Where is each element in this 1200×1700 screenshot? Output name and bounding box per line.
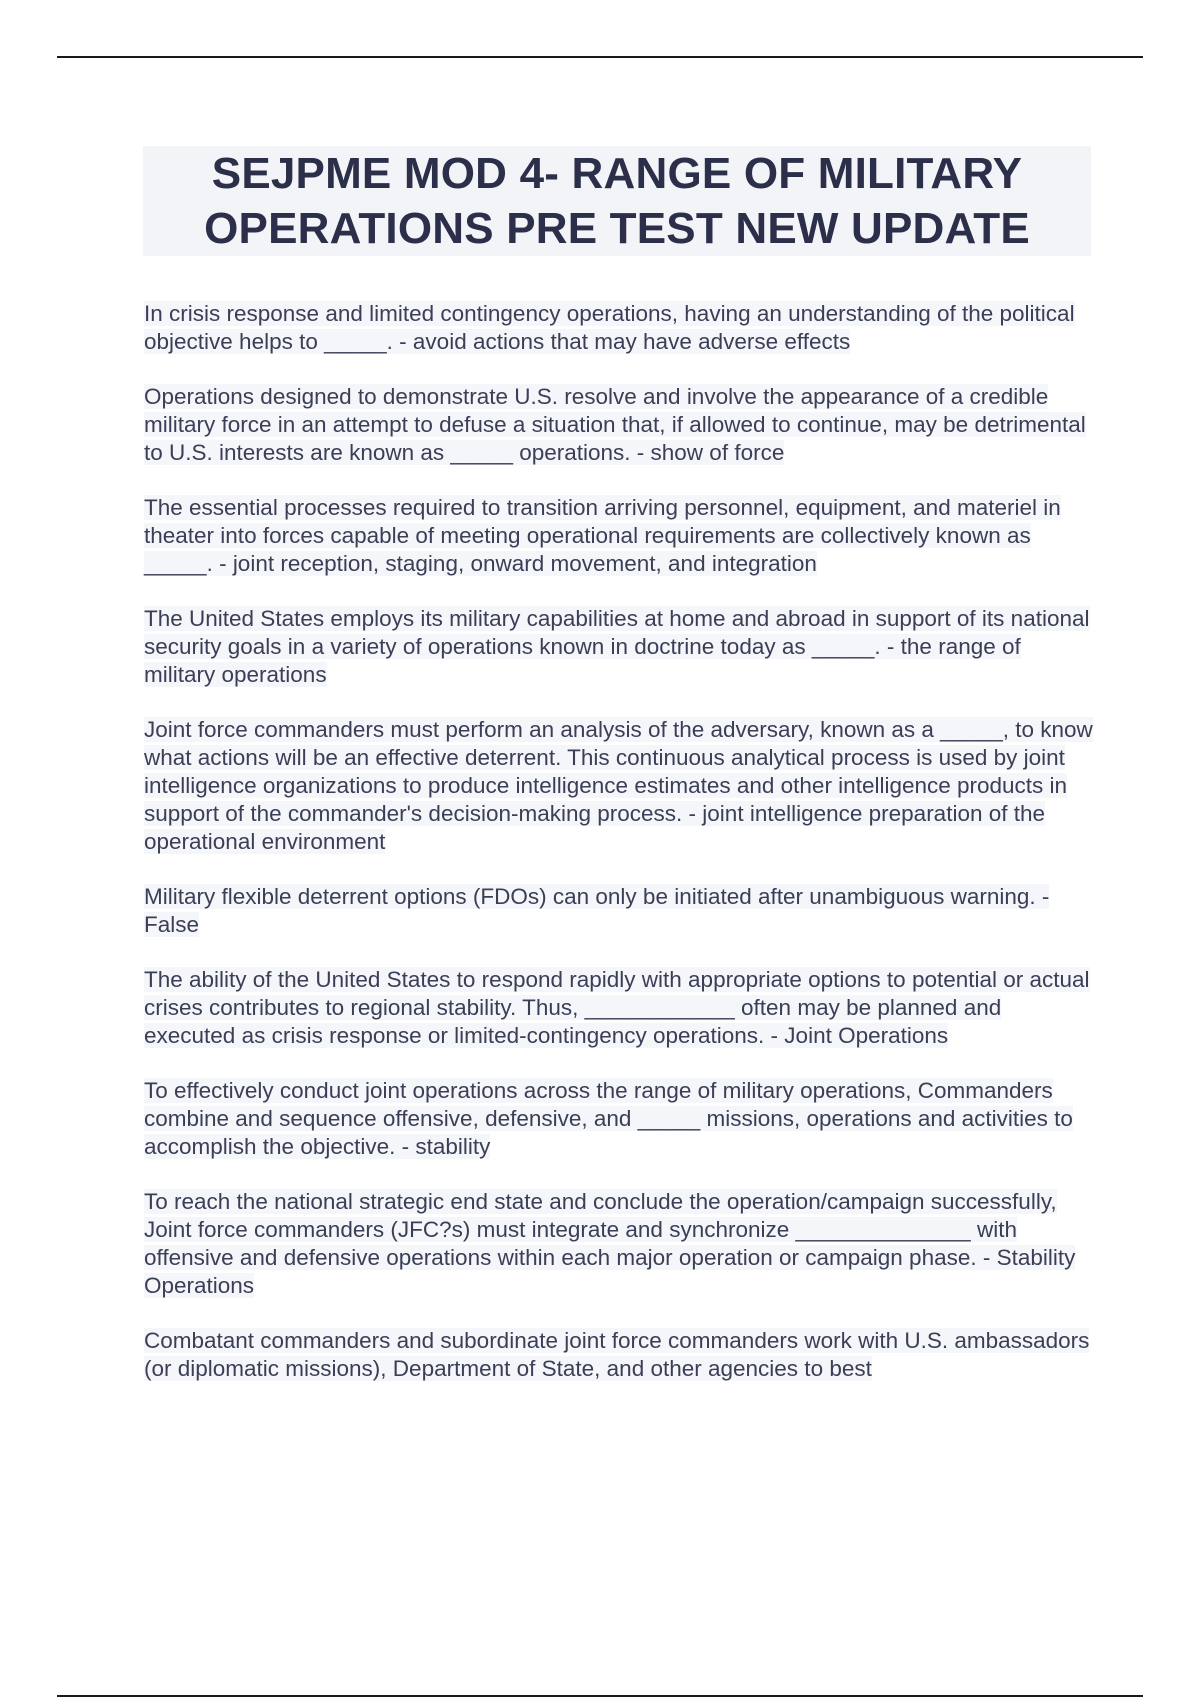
qa-text: Combatant commanders and subordinate joint force commanders work with U.S. ambassadors (or diplomatic missions), Department of State, and other agencies to best bbox=[144, 1328, 1090, 1381]
qa-item bbox=[144, 716, 1094, 856]
bottom-rule bbox=[57, 1695, 1143, 1697]
qa-text: Military flexible deterrent options (FDOs) can only be initiated after unambiguous warning. - False bbox=[144, 884, 1050, 937]
qa-item bbox=[144, 1327, 1094, 1383]
qa-text: To reach the national strategic end state and conclude the operation/campaign successfully, Joint force commanders (JFC?s) must integrate and synchronize ______________ with offensive and defensive operations within each major operation or campaign phase. - Stability Operations bbox=[144, 1189, 1076, 1298]
qa-text: The United States employs its military capabilities at home and abroad in support of its national security goals in a variety of operations known in doctrine today as _____. - the range of military operations bbox=[144, 606, 1090, 687]
qa-text: In crisis response and limited contingency operations, having an understanding of the political objective helps to _____. - avoid actions that may have adverse effects bbox=[144, 301, 1075, 354]
qa-text: Joint force commanders must perform an analysis of the adversary, known as a _____, to know what actions will be an effective deterrent. This continuous analytical process is used by joint intelligence organizations to produce intelligence estimates and other intelligence products in support of the commander's decision-making process. - joint intelligence preparation of the operational environment bbox=[144, 717, 1093, 854]
qa-item bbox=[144, 494, 1094, 578]
qa-text: The essential processes required to transition arriving personnel, equipment, and materiel in theater into forces capable of meeting operational requirements are collectively known as _____. - joint reception, staging, onward movement, and integration bbox=[144, 495, 1061, 576]
top-rule bbox=[57, 56, 1143, 58]
qa-item bbox=[144, 883, 1094, 939]
qa-text: To effectively conduct joint operations across the range of military operations, Commanders combine and sequence offensive, defensive, and _____ missions, operations and activities to accomplish the objective. - stability bbox=[144, 1078, 1073, 1159]
qa-item bbox=[144, 605, 1094, 689]
document-title: SEJPME MOD 4- RANGE OF MILITARY OPERATIONS PRE TEST NEW UPDATE bbox=[204, 149, 1030, 253]
qa-item bbox=[144, 1188, 1094, 1300]
qa-item bbox=[144, 966, 1094, 1050]
qa-item bbox=[144, 1077, 1094, 1161]
qa-text: Operations designed to demonstrate U.S. resolve and involve the appearance of a credible military force in an attempt to defuse a situation that, if allowed to continue, may be detrimental to U.S. interests are known as _____ operations. - show of force bbox=[144, 384, 1086, 465]
question-list bbox=[144, 300, 1094, 1410]
qa-item bbox=[144, 383, 1094, 467]
title-banner bbox=[143, 146, 1091, 256]
qa-text: The ability of the United States to respond rapidly with appropriate options to potential or actual crises contributes to regional stability. Thus, ____________ often may be planned and executed as crisis response or limited-contingency operations. - Joint Operations bbox=[144, 967, 1090, 1048]
qa-item bbox=[144, 300, 1094, 356]
